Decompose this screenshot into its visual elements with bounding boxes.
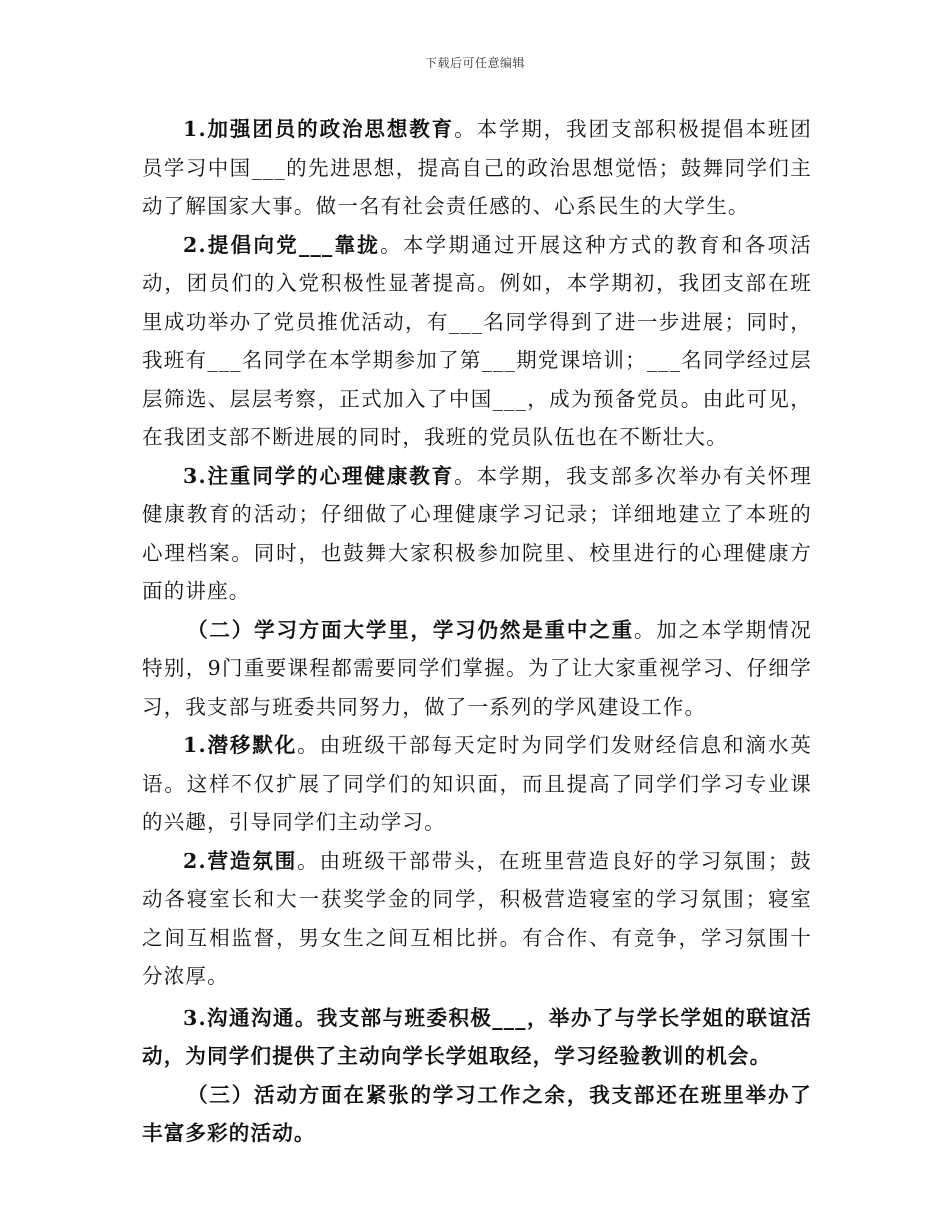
paragraph-2 <box>142 226 812 457</box>
paragraph-5-heading: 1.潜移默化 <box>183 733 298 757</box>
paragraph-3 <box>142 457 812 611</box>
paragraph-3-text: 。本学期，我支部多次举办有关怀理健康教育的活动；仔细做了心理健康学习记录；详细地建立了本班的心理档案。同时，也鼓舞大家积极参加院里、校里进行的心理健康方面的讲座。 <box>142 463 812 603</box>
paragraph-7 <box>142 999 812 1076</box>
page-header: 下载后可任意编辑 <box>424 56 525 70</box>
paragraph-8-heading: （三）活动方面在紧张的学习工作之余，我支部还在班里举办了丰富多彩的活动。 <box>142 1082 812 1145</box>
paragraph-2-heading: 2.提倡向党___靠拢 <box>183 232 381 257</box>
paragraph-4 <box>142 611 812 727</box>
paragraph-6-heading: 2.营造氛围 <box>183 848 298 873</box>
paragraph-5 <box>142 726 812 842</box>
paragraph-6 <box>142 842 812 996</box>
paragraph-5-text: 。由班级干部每天定时为同学们发财经信息和滴水英语。这样不仅扩展了同学们的知识面，而且提高了同学们学习专业课的兴趣，引导同学们主动学习。 <box>142 733 812 834</box>
paragraph-6-text: 。由班级干部带头，在班里营造良好的学习氛围；鼓动各寝室长和大一获奖学金的同学，积极营造寝室的学习氛围；寝室之间互相监督，男女生之间互相比拼。有合作、有竞争，学习氛围十分浓厚。 <box>142 848 812 988</box>
document-body <box>142 110 812 1153</box>
paragraph-2-text: 。本学期通过开展这种方式的教育和各项活动，团员们的入党积极性显著提高。例如，本学期初，我团支部在班里成功举办了党员推优活动，有___名同学得到了进一步进展；同时，我班有___名同学在本学期参加了第___期党课培训；___名同学经过层层筛选、层层考察，正式加入了中国___，成为预备党员。由此可见，在我团支部不断进展的同时，我班的党员队伍也在不断壮大。 <box>142 232 812 449</box>
paragraph-1-heading: 1.加强团员的政治思想教育 <box>183 117 455 141</box>
paragraph-3-heading: 3.注重同学的心理健康教育 <box>183 463 455 488</box>
paragraph-4-heading: （二）学习方面大学里，学习仍然是重中之重 <box>187 617 634 642</box>
paragraph-8 <box>142 1076 812 1153</box>
paragraph-4-text: 。加之本学期情况特别，9门重要课程都需要同学们掌握。为了让大家重视学习、仔细学习，我支部与班委共同努力，做了一系列的学风建设工作。 <box>142 617 812 719</box>
paragraph-7-heading: 3.沟通沟通。我支部与班委积极___，举办了与学长学姐的联谊活动，为同学们提供了主动向学长学姐取经，学习经验教训的机会。 <box>142 1005 812 1068</box>
paragraph-1 <box>142 110 812 226</box>
paragraph-1-text: 。本学期，我团支部积极提倡本班团员学习中国___的先进思想，提高自己的政治思想觉悟；鼓舞同学们主动了解国家大事。做一名有社会责任感的、心系民生的大学生。 <box>142 117 812 218</box>
